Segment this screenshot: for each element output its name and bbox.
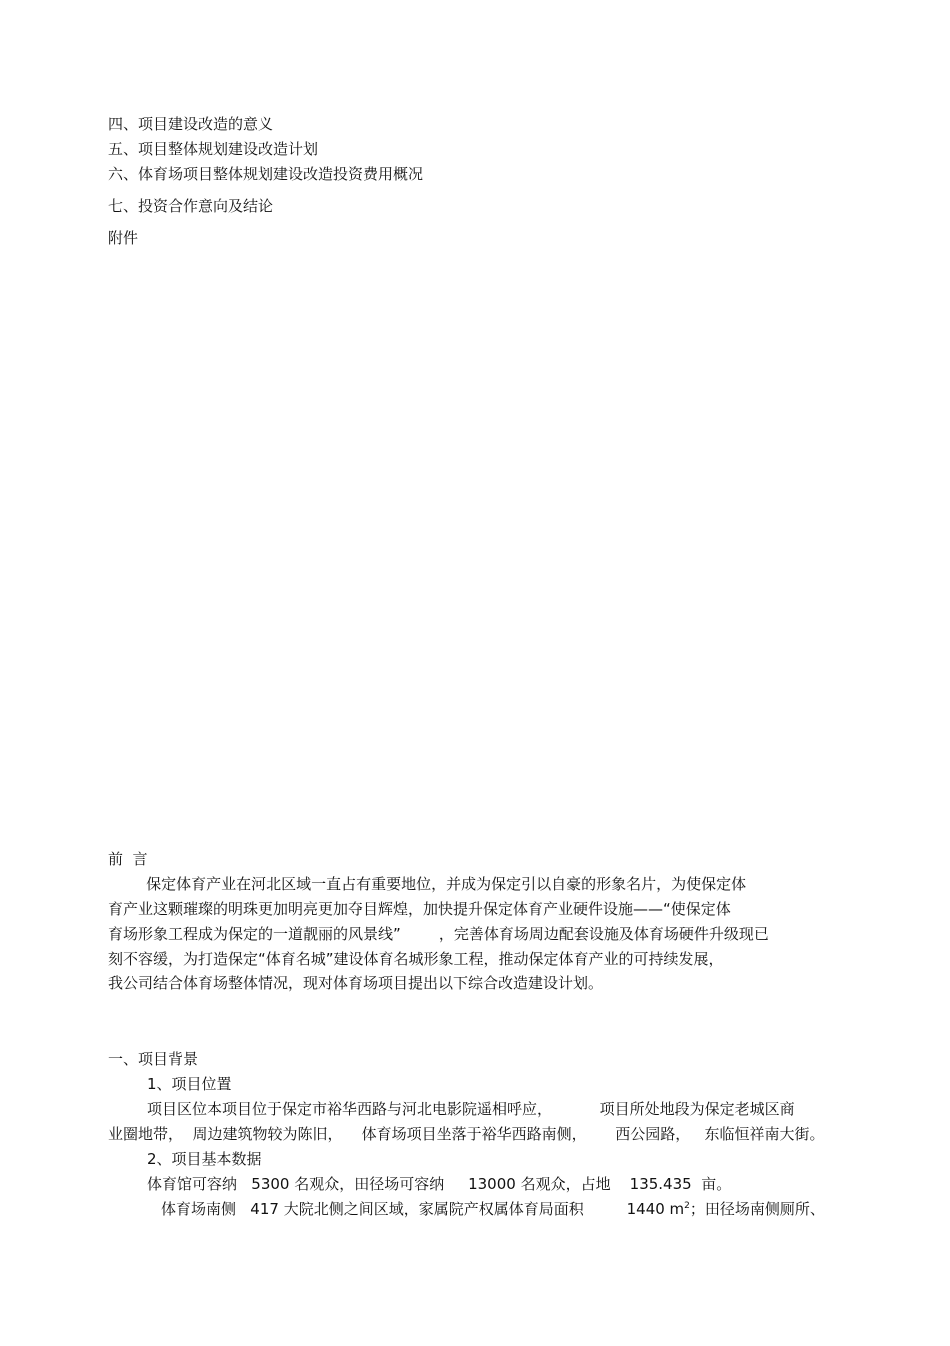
superscript-2: 2: [684, 1201, 690, 1211]
preface-line-1: 保定体育产业在河北区域一直占有重要地位，并成为保定引以自豪的形象名片，为使保定体: [108, 875, 747, 893]
p2-line-2-tail: ；田径场南侧厕所、: [689, 1200, 825, 1218]
preface-line-4: 刻不容缓，为打造保定“体育名城”建设体育名城形象工程，推动保定体育产业的可持续发展，: [108, 950, 724, 968]
preface-line-2: 育产业这颗璀璨的明珠更加明亮更加夺目辉煌，加快提升保定体育产业硬件设施——“使保定体: [108, 900, 731, 918]
toc-attachment: 附件: [108, 229, 139, 247]
section-1-sub-2: 2、项目基本数据: [147, 1150, 262, 1168]
preface-line-5: 我公司结合体育场整体情况，现对体育场项目提出以下综合改造建设计划。: [108, 974, 604, 992]
toc-item-4: 四、项目建设改造的意义: [108, 115, 274, 133]
toc-item-5: 五、项目整体规划建设改造计划: [108, 140, 319, 158]
p2-line-2-text: 体育场南侧 417 大院北侧之间区域，家属院产权属体育局面积 1440 m: [161, 1200, 685, 1218]
toc-item-6: 六、体育场项目整体规划建设改造投资费用概况: [108, 165, 424, 183]
section-1-sub-1: 1、项目位置: [147, 1075, 232, 1093]
section-1-heading: 一、项目背景: [108, 1050, 199, 1068]
preface-title: 前 言: [108, 850, 148, 868]
preface-line-3: 育场形象工程成为保定的一道靓丽的风景线” ，完善体育场周边配套设施及体育场硬件升级现已: [108, 925, 769, 943]
section-1-p1-line-2: 业圈地带， 周边建筑物较为陈旧， 体育场项目坐落于裕华西路南侧， 西公园路， 东临恒祥南大街。: [108, 1125, 825, 1143]
section-1-p1-line-1: 项目区位本项目位于保定市裕华西路与河北电影院遥相呼应， 项目所处地段为保定老城区商: [147, 1100, 795, 1118]
toc-item-7: 七、投资合作意向及结论: [108, 197, 274, 215]
section-1-p2-line-1: 体育馆可容纳 5300 名观众，田径场可容纳 13000 名观众，占地 135.435 亩。: [147, 1175, 732, 1193]
section-1-p2-line-2: [161, 1199, 825, 1219]
